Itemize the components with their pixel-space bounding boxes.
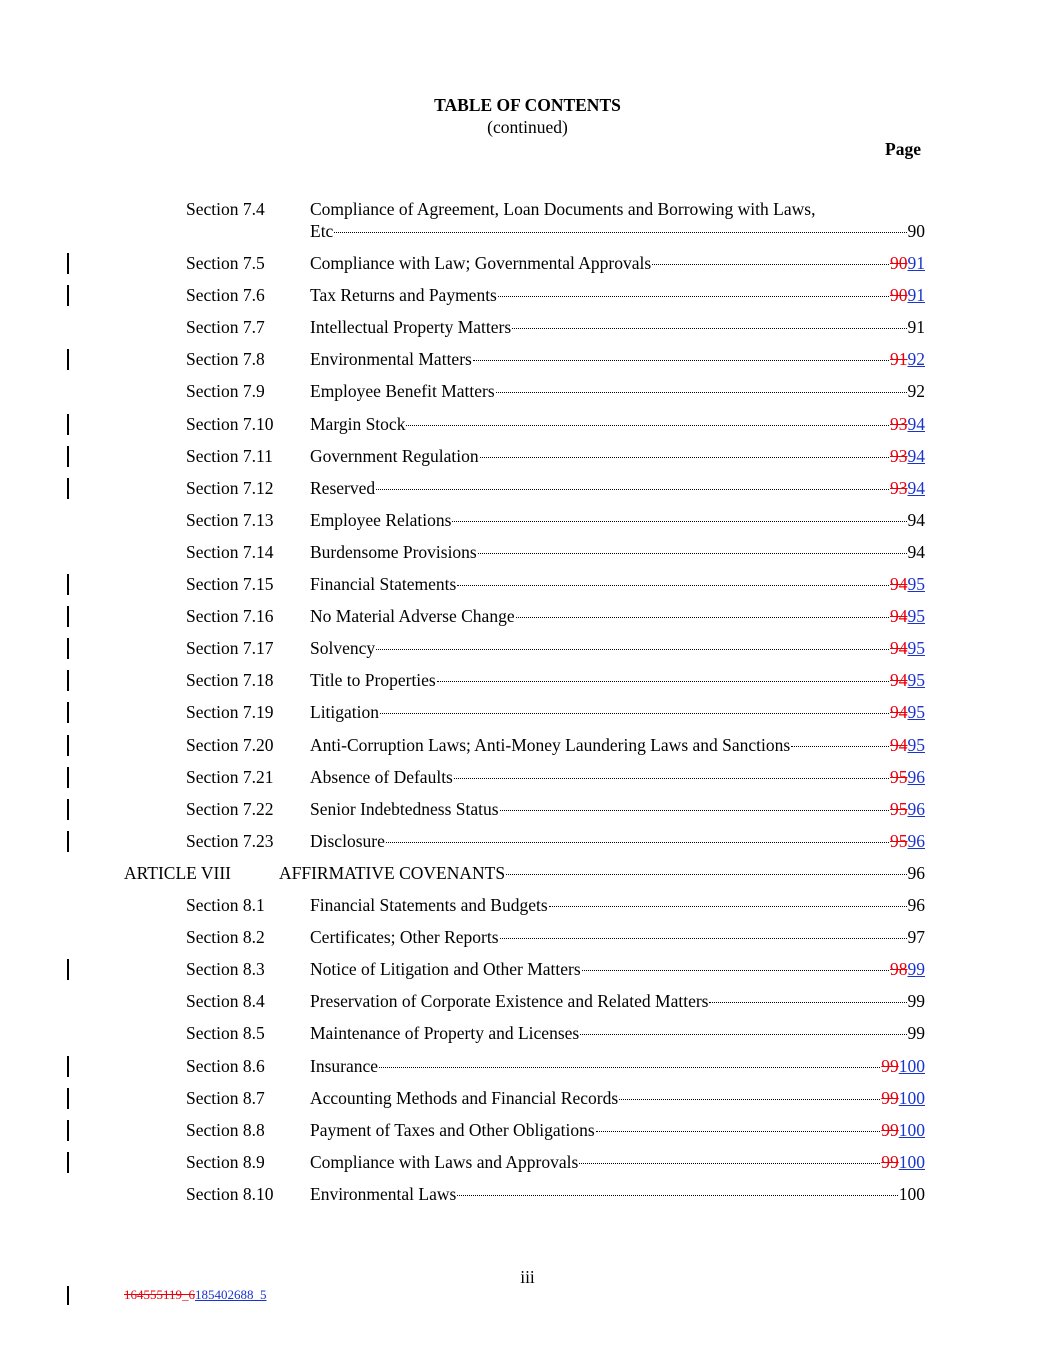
toc-entry[interactable] <box>0 668 1055 692</box>
entry-number: Section 8.2 <box>186 927 265 948</box>
entry-page <box>890 829 925 853</box>
entry-title-row <box>310 444 925 468</box>
entry-number: Section 7.12 <box>186 477 274 498</box>
change-bar <box>67 606 69 627</box>
docid-inserted: 185402688_5 <box>195 1287 267 1302</box>
entry-title-row <box>310 636 925 660</box>
page-deleted: 94 <box>890 702 908 723</box>
page-deleted: 90 <box>890 253 908 273</box>
entry-title-row <box>310 476 925 500</box>
entry-number: Section 8.3 <box>186 959 265 980</box>
page-inserted[interactable]: 96 <box>907 830 925 851</box>
page-inserted[interactable]: 94 <box>907 413 925 434</box>
page-inserted[interactable]: 100 <box>898 1151 925 1172</box>
leader-dots <box>480 457 889 458</box>
entry-title: Absence of Defaults <box>310 766 453 787</box>
toc-entry[interactable] <box>0 251 1055 275</box>
entry-title: Disclosure <box>310 830 385 851</box>
entry-title: Litigation <box>310 702 380 723</box>
leader-dots <box>500 810 889 811</box>
page-deleted: 93 <box>890 477 908 498</box>
page-inserted[interactable]: 91 <box>907 253 925 273</box>
entry-page <box>890 700 925 724</box>
entry-number: Section 7.16 <box>186 606 274 627</box>
page-deleted: 95 <box>890 766 908 787</box>
page-deleted: 90 <box>890 285 908 306</box>
entry-title-row <box>310 572 925 596</box>
entry-page <box>890 444 925 468</box>
change-bar <box>67 574 69 595</box>
leader-dots <box>516 617 889 618</box>
page-deleted: 98 <box>890 959 908 980</box>
page-inserted[interactable]: 96 <box>907 766 925 787</box>
toc-entry[interactable] <box>0 604 1055 628</box>
toc-entry[interactable] <box>0 829 1055 853</box>
leader-dots <box>500 938 907 939</box>
change-bar <box>67 1088 69 1109</box>
change-bar <box>67 799 69 820</box>
page-inserted[interactable]: 95 <box>907 574 925 594</box>
change-bar <box>67 414 69 435</box>
entry-number: Section 8.7 <box>186 1087 265 1108</box>
leader-dots <box>579 1163 880 1164</box>
toc-entry[interactable] <box>0 508 1055 532</box>
toc-entry[interactable] <box>0 989 1055 1013</box>
entry-page <box>890 283 925 307</box>
entry-title-row <box>310 508 925 532</box>
entry-number: Section 7.19 <box>186 702 274 723</box>
entry-number: Section 7.18 <box>186 670 274 691</box>
entry-title-row <box>310 604 925 628</box>
toc-entry[interactable] <box>0 572 1055 596</box>
page-deleted: 99 <box>881 1119 899 1140</box>
entry-title: Environmental Matters <box>310 349 472 370</box>
change-bar <box>67 349 69 370</box>
change-bar <box>67 446 69 467</box>
toc-entry[interactable] <box>0 315 1055 339</box>
entry-title: Employee Relations <box>310 509 452 530</box>
entry-number: Section 7.17 <box>186 638 274 659</box>
page-deleted: 95 <box>890 798 908 819</box>
entry-title: Tax Returns and Payments <box>310 285 497 306</box>
change-bar <box>67 1056 69 1077</box>
entry-page <box>890 797 925 821</box>
entry-number: Section 8.4 <box>186 991 265 1012</box>
entry-page: 92 <box>907 381 925 402</box>
toc-entry[interactable] <box>0 797 1055 821</box>
entry-number: Section 7.11 <box>186 445 273 466</box>
leader-dots <box>709 1002 906 1003</box>
document-id <box>124 1287 267 1303</box>
change-bar <box>67 1152 69 1173</box>
entry-page <box>890 733 925 757</box>
entry-title-row <box>310 668 925 692</box>
entry-title-row <box>310 283 925 307</box>
entry-page: 94 <box>907 509 925 530</box>
page-deleted: 95 <box>890 830 908 851</box>
leader-dots <box>380 713 889 714</box>
change-bar <box>67 670 69 691</box>
entry-title: Financial Statements and Budgets <box>310 895 548 915</box>
entry-page <box>890 412 925 436</box>
entry-title-row <box>310 1182 925 1206</box>
entry-title-row <box>310 989 925 1013</box>
page-deleted: 99 <box>881 1087 899 1108</box>
change-bar <box>67 831 69 852</box>
entry-page <box>881 1150 925 1174</box>
toc-entry[interactable] <box>0 1182 1055 1206</box>
entry-number: Section 7.10 <box>186 413 274 434</box>
entry-title: Intellectual Property Matters <box>310 317 512 338</box>
leader-dots <box>580 1034 906 1035</box>
page-inserted[interactable]: 95 <box>907 734 925 755</box>
leader-dots <box>652 264 889 265</box>
page-deleted: 91 <box>890 349 908 370</box>
entry-page: 99 <box>907 991 925 1012</box>
entry-title: Financial Statements <box>310 574 457 594</box>
entry-title: Notice of Litigation and Other Matters <box>310 959 581 980</box>
leader-dots <box>496 392 907 393</box>
entry-title-row <box>310 251 925 275</box>
entry-title-row <box>310 829 925 853</box>
entry-title-row <box>279 861 925 885</box>
leader-dots <box>478 553 907 554</box>
toc-entry[interactable] <box>0 861 1055 885</box>
docid-deleted: 164555119_6 <box>124 1287 196 1302</box>
entry-title-row <box>310 1021 925 1045</box>
entry-page <box>890 765 925 789</box>
entry-page <box>881 1054 925 1078</box>
entry-title: Solvency <box>310 638 376 659</box>
entry-page: 96 <box>907 895 925 915</box>
toc-entry[interactable] <box>0 1021 1055 1045</box>
entry-page: 90 <box>907 221 925 241</box>
change-bar <box>67 959 69 980</box>
change-bar <box>67 767 69 788</box>
leader-dots <box>619 1099 880 1100</box>
entry-title-row <box>310 347 925 371</box>
leader-dots <box>473 360 889 361</box>
entry-title: Margin Stock <box>310 413 406 434</box>
entry-title-row <box>310 957 925 981</box>
entry-title-row <box>310 1054 925 1078</box>
change-bar <box>67 735 69 756</box>
entry-title-line1: Compliance of Agreement, Loan Documents and Borrowing with Laws, <box>310 199 816 219</box>
entry-number: Section 7.8 <box>186 349 265 370</box>
page-deleted: 93 <box>890 413 908 434</box>
leader-dots <box>437 681 889 682</box>
toc-entry-first[interactable] <box>0 197 1055 221</box>
entry-number: Section 7.6 <box>186 285 265 306</box>
entry-number: Section 7.23 <box>186 830 274 851</box>
leader-dots <box>386 842 889 843</box>
entry-number: ARTICLE VIII <box>124 862 232 883</box>
entry-title: Preservation of Corporate Existence and Related Matters <box>310 991 709 1012</box>
leader-dots <box>376 489 889 490</box>
change-bar <box>67 253 69 274</box>
entry-page: 91 <box>907 317 925 338</box>
entry-number: Section 8.1 <box>186 895 265 915</box>
entry-page <box>890 604 925 628</box>
toc-title: TABLE OF CONTENTS <box>434 95 621 115</box>
page-inserted[interactable]: 94 <box>907 445 925 466</box>
entry-title-row <box>310 379 925 403</box>
toc-entry[interactable] <box>0 444 1055 468</box>
change-bar <box>67 1286 69 1305</box>
change-bar <box>67 1120 69 1141</box>
entry-number: Section 7.22 <box>186 798 274 819</box>
entry-page <box>881 1118 925 1142</box>
entry-number: Section 8.6 <box>186 1055 265 1076</box>
toc-entry[interactable] <box>0 379 1055 403</box>
page-deleted: 94 <box>890 670 908 691</box>
leader-dots <box>506 874 906 875</box>
entry-page <box>890 957 925 981</box>
entry-title: Environmental Laws <box>310 1183 457 1204</box>
page-inserted[interactable]: 94 <box>907 477 925 498</box>
entry-title: Compliance with Laws and Approvals <box>310 1151 579 1172</box>
leader-dots <box>457 585 889 586</box>
leader-dots <box>498 296 889 297</box>
page-column-label: Page <box>885 139 921 159</box>
page-inserted[interactable]: 92 <box>907 349 925 370</box>
leader-dots <box>549 906 907 907</box>
leader-dots <box>379 1067 880 1068</box>
entry-title-row <box>310 1150 925 1174</box>
entry-number: Section 7.20 <box>186 734 274 755</box>
entry-title: Maintenance of Property and Licenses <box>310 1023 580 1044</box>
entry-number: Section 7.7 <box>186 317 265 338</box>
entry-page <box>890 636 925 660</box>
entry-page: 96 <box>907 862 925 883</box>
page-inserted[interactable]: 100 <box>898 1119 925 1140</box>
change-bar <box>67 285 69 306</box>
leader-dots <box>512 328 906 329</box>
toc-entry[interactable] <box>0 636 1055 660</box>
page-deleted: 99 <box>881 1151 899 1172</box>
entry-number: Section 7.9 <box>186 381 265 402</box>
toc-entry[interactable] <box>0 957 1055 981</box>
page-inserted[interactable]: 95 <box>907 670 925 691</box>
entry-number: Section 7.21 <box>186 766 274 787</box>
entry-number: Section 7.14 <box>186 541 274 562</box>
entry-title: Insurance <box>310 1055 379 1076</box>
leader-dots <box>406 425 889 426</box>
page-deleted: 94 <box>890 606 908 627</box>
entry-title: Burdensome Provisions <box>310 541 477 562</box>
entry-title: Reserved <box>310 477 376 498</box>
entry-title: Accounting Methods and Financial Records <box>310 1087 619 1108</box>
entry-title-row <box>310 1086 925 1110</box>
entry-title: Senior Indebtedness Status <box>310 798 499 819</box>
entry-page <box>881 1086 925 1110</box>
entry-page <box>890 347 925 371</box>
change-bar <box>67 702 69 723</box>
leader-dots <box>582 970 889 971</box>
entry-number: Section 8.9 <box>186 1151 265 1172</box>
leader-dots <box>334 232 906 233</box>
entry-title: Government Regulation <box>310 445 479 466</box>
toc-entry[interactable] <box>0 1086 1055 1110</box>
entry-number: Section 7.15 <box>186 574 274 594</box>
entry-title-row <box>310 1118 925 1142</box>
entry-title: Anti-Corruption Laws; Anti-Money Laundering Laws and Sanctions <box>310 734 791 755</box>
leader-dots <box>454 778 889 779</box>
toc-entry[interactable] <box>0 700 1055 724</box>
entry-title: Title to Properties <box>310 670 436 691</box>
change-bar <box>67 478 69 499</box>
toc-entry[interactable] <box>0 925 1055 949</box>
entry-page <box>890 572 925 596</box>
entry-title-row <box>310 733 925 757</box>
page-deleted: 94 <box>890 638 908 659</box>
toc-entry[interactable] <box>0 765 1055 789</box>
page-inserted[interactable]: 96 <box>907 798 925 819</box>
page-inserted[interactable]: 95 <box>907 606 925 627</box>
toc-entry[interactable] <box>0 283 1055 307</box>
entry-title: Certificates; Other Reports <box>310 927 499 948</box>
entry-title: No Material Adverse Change <box>310 606 515 627</box>
toc-subtitle: (continued) <box>487 117 568 137</box>
entry-number: Section 7.13 <box>186 509 274 530</box>
page-inserted[interactable]: 100 <box>898 1087 925 1108</box>
footer-page-number: iii <box>520 1267 535 1287</box>
entry-title: AFFIRMATIVE COVENANTS <box>279 862 506 883</box>
entry-page <box>890 476 925 500</box>
entry-page: 94 <box>907 541 925 562</box>
entry-title: Employee Benefit Matters <box>310 381 495 402</box>
page-inserted[interactable]: 95 <box>907 702 925 723</box>
page-inserted[interactable]: 91 <box>907 285 925 306</box>
page-deleted: 93 <box>890 445 908 466</box>
toc-entry[interactable] <box>0 1054 1055 1078</box>
entry-title-row <box>310 893 925 917</box>
page-deleted: 94 <box>890 574 908 594</box>
toc-entry[interactable] <box>0 540 1055 564</box>
page-inserted[interactable]: 95 <box>907 638 925 659</box>
toc-entry[interactable] <box>0 412 1055 436</box>
leader-dots <box>596 1131 881 1132</box>
toc-entry[interactable] <box>0 733 1055 757</box>
entry-title-row <box>310 315 925 339</box>
page-deleted: 99 <box>881 1055 899 1076</box>
toc-entry[interactable] <box>0 893 1055 917</box>
entry-page: 99 <box>907 1023 925 1044</box>
entry-page: 97 <box>907 927 925 948</box>
change-bar <box>67 638 69 659</box>
entry-page: 100 <box>898 1183 925 1204</box>
entry-number: Section 7.4 <box>186 199 265 219</box>
entry-title-line2: Etc 90 <box>310 221 925 241</box>
toc-entry[interactable] <box>0 347 1055 371</box>
entry-title: Compliance with Law; Governmental Approvals <box>310 253 652 273</box>
entry-title-row <box>310 925 925 949</box>
entry-title-row <box>310 540 925 564</box>
entry-title: Payment of Taxes and Other Obligations <box>310 1119 595 1140</box>
entry-title-row <box>310 765 925 789</box>
entry-title-row <box>310 412 925 436</box>
entry-number: Section 8.10 <box>186 1183 274 1204</box>
entry-page <box>890 668 925 692</box>
entry-number: Section 7.5 <box>186 253 265 273</box>
toc-entry[interactable] <box>0 476 1055 500</box>
entry-number: Section 8.8 <box>186 1119 265 1140</box>
entry-title-row <box>310 797 925 821</box>
leader-dots <box>457 1195 897 1196</box>
leader-dots <box>791 746 889 747</box>
entry-number: Section 8.5 <box>186 1023 265 1044</box>
page-deleted: 94 <box>890 734 908 755</box>
page-inserted[interactable]: 99 <box>907 959 925 980</box>
leader-dots <box>376 649 889 650</box>
toc-entry-first-cont[interactable] <box>0 219 1055 243</box>
leader-dots <box>452 521 906 522</box>
entry-title-row <box>310 700 925 724</box>
toc-entry[interactable] <box>0 1150 1055 1174</box>
toc-entry[interactable] <box>0 1118 1055 1142</box>
entry-page <box>890 251 925 275</box>
page-inserted[interactable]: 100 <box>898 1055 925 1076</box>
